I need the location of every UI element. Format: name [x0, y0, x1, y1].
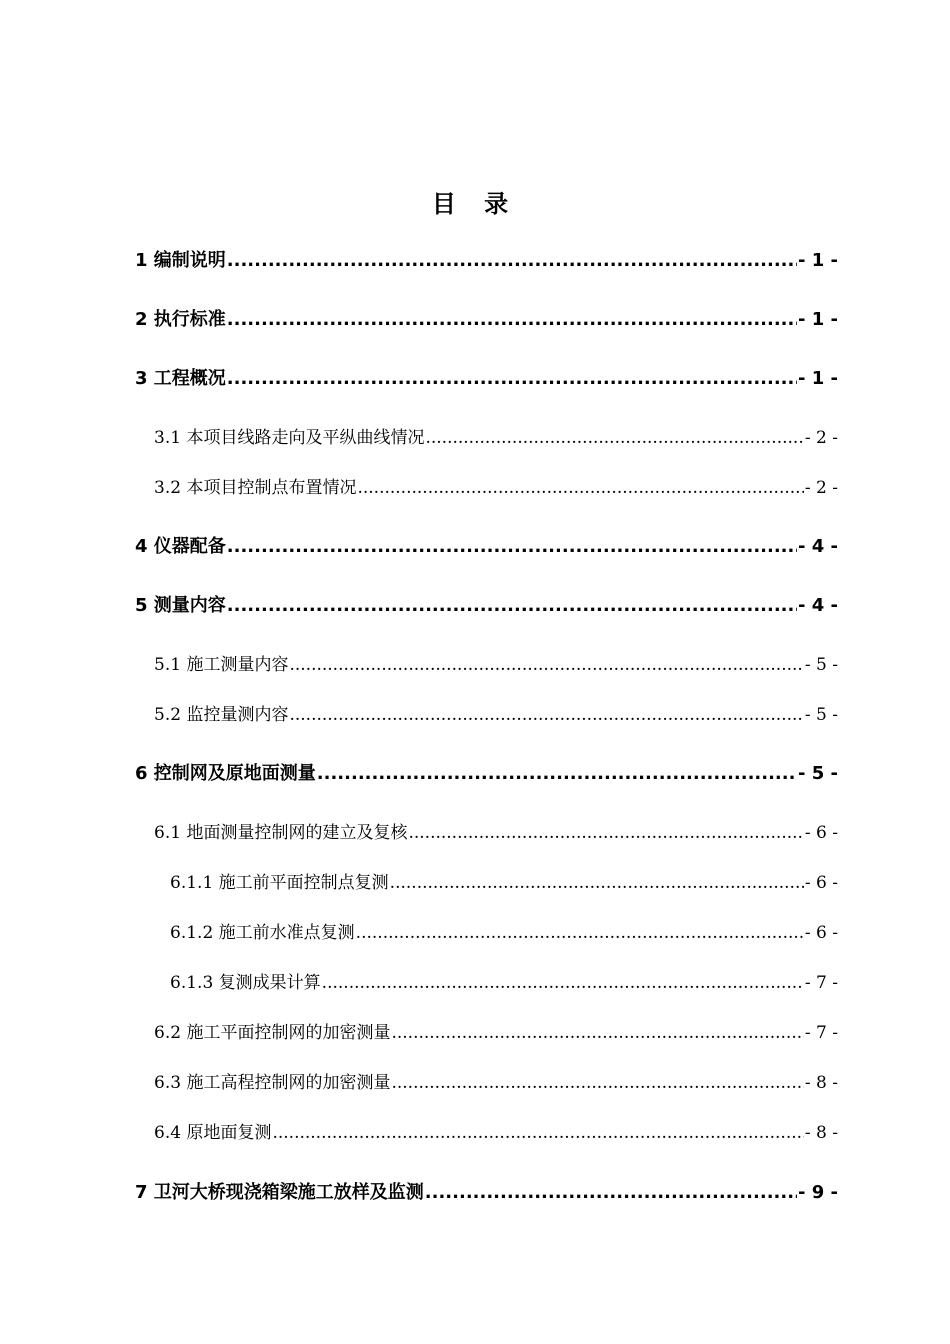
- toc-entry-label: 3.2 本项目控制点布置情况: [154, 478, 357, 498]
- toc-entry[interactable]: [135, 593, 838, 619]
- toc-entry-label: 6.1.1 施工前平面控制点复测: [170, 873, 389, 893]
- toc-leader-dots: [357, 475, 803, 501]
- toc-entry-label: 3.1 本项目线路走向及平纵曲线情况: [154, 428, 425, 448]
- toc-entry[interactable]: [135, 307, 838, 333]
- toc-entry-page: - 9 -: [798, 1182, 838, 1203]
- toc-entry-page: - 5 -: [804, 655, 838, 675]
- toc-entry[interactable]: [135, 761, 838, 787]
- toc-leader-dots: [227, 366, 797, 392]
- toc-entry-page: - 2 -: [804, 428, 838, 448]
- toc-entry-page: - 8 -: [804, 1073, 838, 1093]
- toc-entry[interactable]: [135, 366, 838, 392]
- toc-leader-dots: [227, 248, 797, 274]
- toc-entry[interactable]: [135, 1180, 838, 1206]
- toc-entry-page: - 4 -: [798, 595, 838, 616]
- toc-leader-dots: [227, 593, 797, 619]
- toc-entry-page: - 4 -: [798, 536, 838, 557]
- toc-entry[interactable]: [170, 920, 838, 946]
- toc-entry-label: 2 执行标准: [135, 309, 226, 330]
- toc-entry-label: 7 卫河大桥现浇箱梁施工放样及监测: [135, 1182, 424, 1203]
- toc-entry-page: - 6 -: [804, 873, 838, 893]
- toc-entry-label: 6.3 施工高程控制网的加密测量: [154, 1073, 391, 1093]
- toc-entry-page: - 6 -: [804, 823, 838, 843]
- toc-entry[interactable]: [154, 652, 838, 678]
- toc-leader-dots: [408, 820, 803, 846]
- toc-title: 目 录: [431, 190, 519, 218]
- toc-entry-page: - 6 -: [804, 923, 838, 943]
- toc-entry-page: - 1 -: [798, 309, 838, 330]
- toc-leader-dots: [391, 1070, 803, 1096]
- toc-entry-page: - 7 -: [804, 1023, 838, 1043]
- toc-leader-dots: [322, 970, 804, 996]
- toc-entry-label: 5.1 施工测量内容: [154, 655, 289, 675]
- toc-entry-label: 6.1 地面测量控制网的建立及复核: [154, 823, 408, 843]
- toc-leader-dots: [356, 920, 804, 946]
- toc-entry-label: 6.1.3 复测成果计算: [170, 973, 321, 993]
- toc-entry[interactable]: [135, 534, 838, 560]
- toc-entry-page: - 5 -: [798, 763, 838, 784]
- toc-entry-page: - 5 -: [804, 705, 838, 725]
- toc-leader-dots: [227, 534, 797, 560]
- toc-entry-page: - 1 -: [798, 250, 838, 271]
- toc-entry-page: - 8 -: [804, 1123, 838, 1143]
- toc-leader-dots: [227, 307, 797, 333]
- toc-entry[interactable]: [154, 820, 838, 846]
- toc-leader-dots: [425, 1180, 797, 1206]
- toc-entry[interactable]: [135, 248, 838, 274]
- toc-entry-page: - 1 -: [798, 368, 838, 389]
- toc-entry-label: 4 仪器配备: [135, 536, 226, 557]
- toc-entry[interactable]: [170, 870, 838, 896]
- toc-entry-label: 6 控制网及原地面测量: [135, 763, 316, 784]
- toc-leader-dots: [289, 652, 803, 678]
- toc-entry[interactable]: [154, 425, 838, 451]
- toc-entry[interactable]: [154, 702, 838, 728]
- toc-entry-label: 6.2 施工平面控制网的加密测量: [154, 1023, 391, 1043]
- toc-leader-dots: [425, 425, 803, 451]
- toc-entry[interactable]: [154, 1120, 838, 1146]
- toc-entry-label: 6.1.2 施工前水准点复测: [170, 923, 355, 943]
- toc-entry-label: 6.4 原地面复测: [154, 1123, 272, 1143]
- toc-entry-page: - 7 -: [804, 973, 838, 993]
- toc-entry-label: 5.2 监控量测内容: [154, 705, 289, 725]
- toc-entry-label: 3 工程概况: [135, 368, 226, 389]
- toc-entry-label: 1 编制说明: [135, 250, 226, 271]
- toc-leader-dots: [391, 1020, 803, 1046]
- toc-leader-dots: [272, 1120, 803, 1146]
- toc-entry-label: 5 测量内容: [135, 595, 226, 616]
- toc-leader-dots: [390, 870, 804, 896]
- toc-entry[interactable]: [154, 1020, 838, 1046]
- toc-entry[interactable]: [154, 475, 838, 501]
- toc-leader-dots: [317, 761, 797, 787]
- toc-entry-page: - 2 -: [804, 478, 838, 498]
- toc-entry[interactable]: [170, 970, 838, 996]
- toc-leader-dots: [289, 702, 803, 728]
- toc-entry[interactable]: [154, 1070, 838, 1096]
